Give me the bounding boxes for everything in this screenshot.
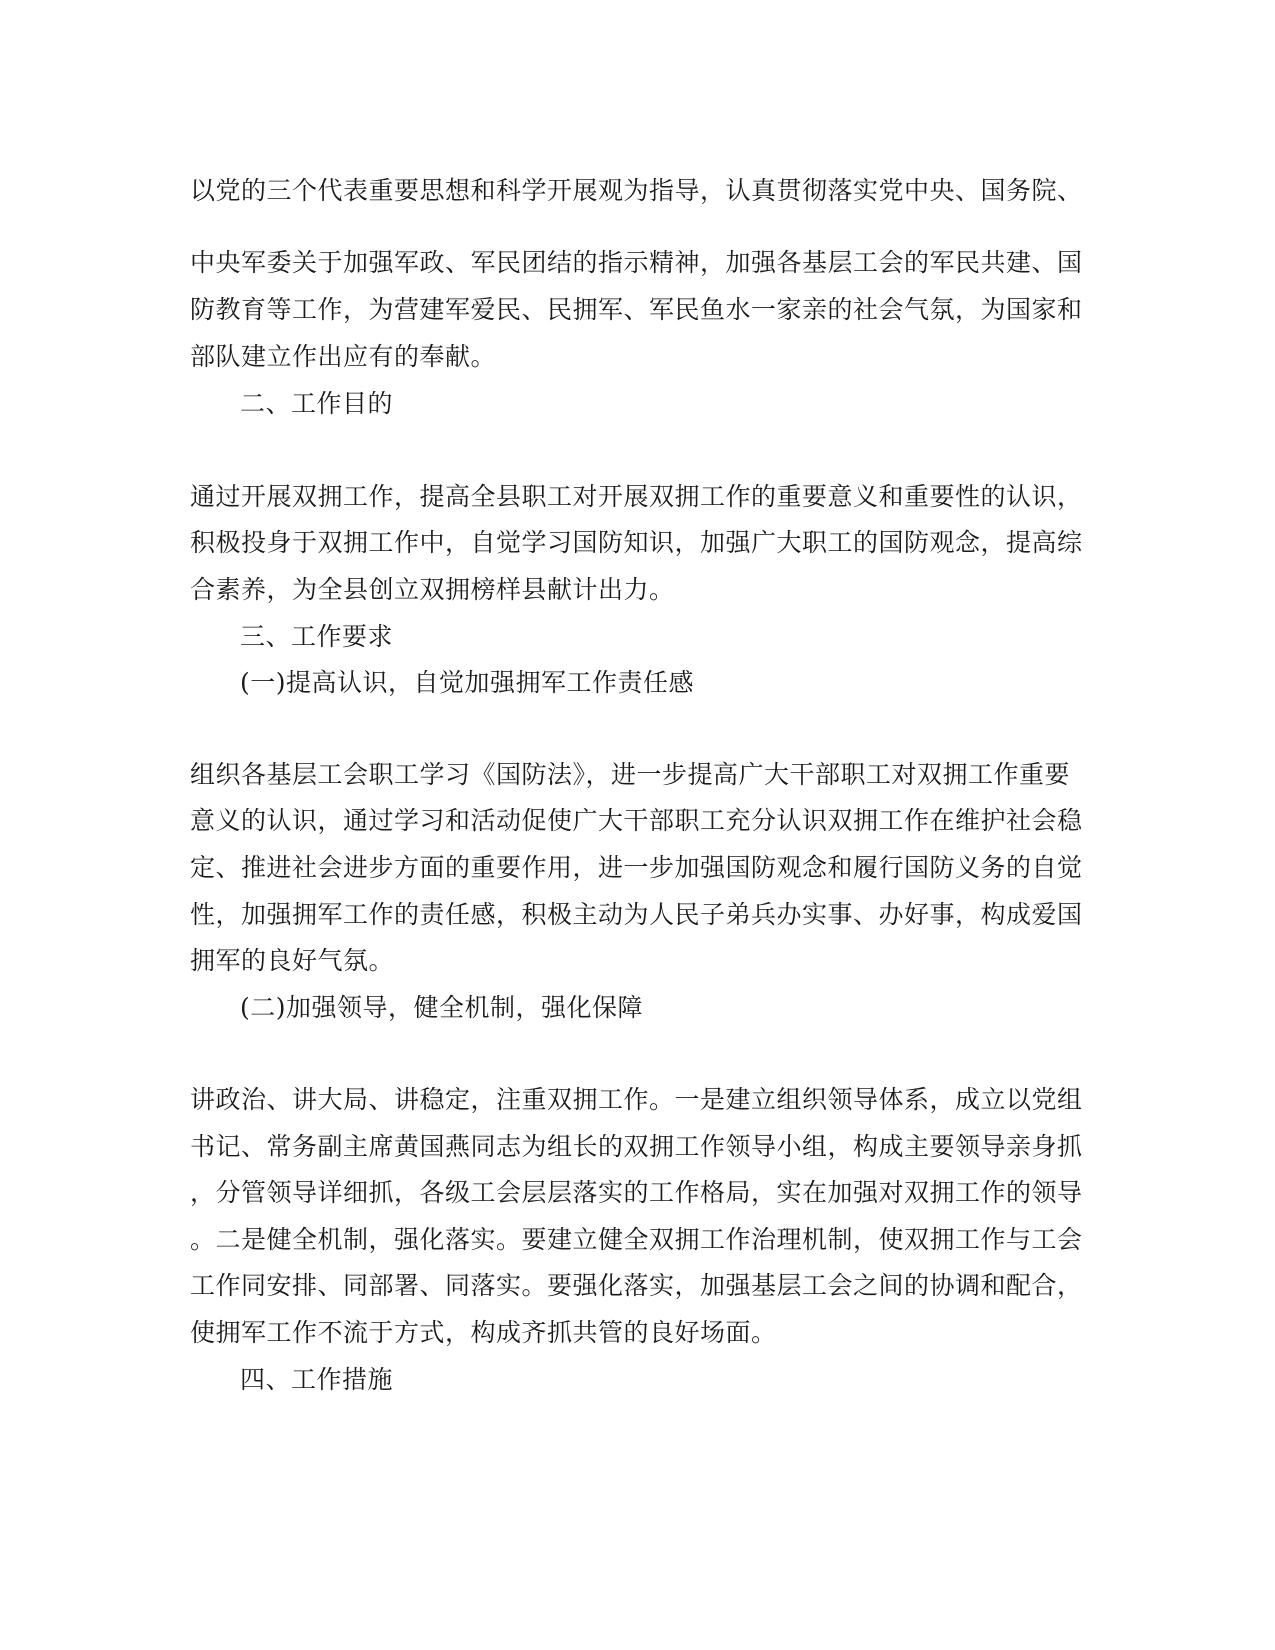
subsection-heading-2: (二)加强领导，健全机制，强化保障 <box>240 993 644 1022</box>
paragraph-4-line-3: ，分管领导详细抓，各级工会层层落实的工作格局，实在加强对双拥工作的领导 <box>190 1178 1083 1207</box>
paragraph-4-line-2: 书记、常务副主席黄国燕同志为组长的双拥工作领导小组，构成主要领导亲身抓 <box>190 1132 1083 1161</box>
paragraph-3-line-1: 组织各基层工会职工学习《国防法》，进一步提高广大干部职工对双拥工作重要 <box>190 760 1071 789</box>
paragraph-1-line-1: 以党的三个代表重要思想和科学开展观为指导，认真贯彻落实党中央、国务院、 <box>190 176 1083 205</box>
paragraph-3-line-5: 拥军的良好气氛。 <box>190 946 395 975</box>
section-heading-3: 三、工作要求 <box>240 622 394 651</box>
section-heading-4: 四、工作措施 <box>240 1365 394 1394</box>
paragraph-3-line-4: 性，加强拥军工作的责任感，积极主动为人民子弟兵办实事、办好事，构成爱国 <box>190 900 1083 929</box>
paragraph-3-line-3: 定、推进社会进步方面的重要作用，进一步加强国防观念和履行国防义务的自觉 <box>190 853 1083 882</box>
paragraph-1-line-2: 中央军委关于加强军政、军民团结的指示精神，加强各基层工会的军民共建、国 <box>190 248 1083 277</box>
subsection-heading-1: (一)提高认识，自觉加强拥军工作责任感 <box>240 668 695 697</box>
paragraph-4-line-4: 。二是健全机制，强化落实。要建立健全双拥工作治理机制，使双拥工作与工会 <box>190 1225 1083 1254</box>
paragraph-1-line-3: 防教育等工作，为营建军爱民、民拥军、军民鱼水一家亲的社会气氛，为国家和 <box>190 295 1083 324</box>
paragraph-3-line-2: 意义的认识，通过学习和活动促使广大干部职工充分认识双拥工作在维护社会稳 <box>190 806 1083 835</box>
paragraph-4-line-6: 使拥军工作不流于方式，构成齐抓共管的良好场面。 <box>190 1318 777 1347</box>
paragraph-2-line-2: 积极投身于双拥工作中，自觉学习国防知识，加强广大职工的国防观念，提高综 <box>190 528 1083 557</box>
paragraph-2-line-1: 通过开展双拥工作，提高全县职工对开展双拥工作的重要意义和重要性的认识， <box>190 482 1083 511</box>
paragraph-4-line-5: 工作同安排、同部署、同落实。要强化落实，加强基层工会之间的协调和配合， <box>190 1271 1083 1300</box>
paragraph-4-line-1: 讲政治、讲大局、讲稳定，注重双拥工作。一是建立组织领导体系，成立以党组 <box>190 1085 1083 1114</box>
paragraph-2-line-3: 合素养，为全县创立双拥榜样县献计出力。 <box>190 575 675 604</box>
paragraph-1-line-4: 部队建立作出应有的奉献。 <box>190 342 497 371</box>
section-heading-2: 二、工作目的 <box>240 389 394 418</box>
